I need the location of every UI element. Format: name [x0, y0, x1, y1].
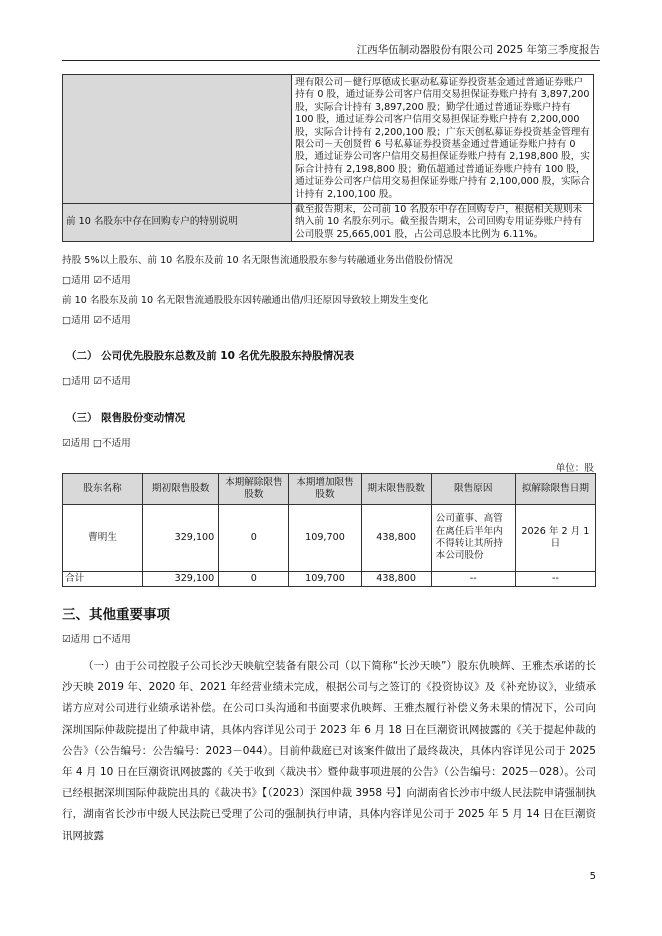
- applicability-checkbox: □适用 ☑不适用: [62, 315, 131, 326]
- restricted-shares-table: [62, 473, 596, 587]
- table-cell: 109,700: [289, 572, 361, 587]
- column-header: 限售原因: [431, 474, 515, 505]
- table-cell: 2026 年 2 月 1 日: [515, 505, 595, 572]
- column-header: 期末限售股数: [361, 474, 431, 505]
- table-cell: 曹明生: [63, 505, 143, 572]
- table-cell: 合计: [63, 572, 143, 587]
- section-heading: （三） 限售股份变动情况: [66, 412, 186, 424]
- applicability-checkbox: □适用 ☑不适用: [62, 275, 131, 286]
- table-cell: [63, 75, 292, 204]
- table-cell: 0: [219, 572, 289, 587]
- column-header: 本期解除限售股数: [219, 474, 289, 505]
- table-cell: 0: [219, 505, 289, 572]
- table-cell: 109,700: [289, 505, 361, 572]
- column-header: 本期增加限售股数: [289, 474, 361, 505]
- body-paragraph: （一）由于公司控股子公司长沙天映航空装备有限公司（以下简称“长沙天映”）股东仇映辉、王雅杰承诺的长沙天映 2019 年、2020 年、2021 年经营业绩未完成，根据公司与之签订的《投资协议》及《补充协议》，业绩承诺方应对公司进行业绩承诺补偿。在公司口头沟通和书面要求仇映辉、王雅杰履行补偿义务未果的情况下，公司向深圳国际仲裁院提出了仲裁申请，具体内容详见公司于 2023 年 6 月 18 日在巨潮资讯网披露的《关于提起仲裁的公告》（公告编号：公告编号：2023－044）。目前仲裁庭已对该案件做出了最终裁决，具体内容详见公司于 2025 年 4 月 10 日在巨潮资讯网披露的《关于收到〈裁决书〉暨仲裁事项进展的公告》（公告编号：2025－028）。公司已经根据深圳国际仲裁院出具的《裁决书》【（2023）深国仲裁 3958 号】向湖南省长沙市中级人民法院申请强制执行，湖南省长沙市中级人民法院已受理了公司的强制执行申请，具体内容详见公司于 2025 年 5 月 14 日在巨潮资讯网披露: [62, 660, 596, 842]
- table-cell: 公司董事、高管在离任后半年内不得转让其所持本公司股份: [431, 505, 515, 572]
- column-header: 期初限售股数: [143, 474, 219, 505]
- text-line: 前 10 名股东及前 10 名无限售流通股股东因转融通出借/归还原因导致较上期发生变化: [62, 295, 429, 306]
- column-header: 拟解除限售日期: [515, 474, 595, 505]
- text-line: 持股 5%以上股东、前 10 名股东及前 10 名无限售流通股股东参与转融通业务出借股份情况: [62, 255, 453, 266]
- table-cell: 截至报告期末，公司前 10 名股东中存在回购专户，根据相关规则未纳入前 10 名股东列示。截至报告期末，公司回购专用证券账户持有公司股票 25,665,001 股，占公司总股本比例为 6.11%。: [292, 204, 594, 242]
- applicability-checkbox: ☑适用 □不适用: [62, 438, 131, 449]
- table-cell: 理有限公司－健行厚德成长驱动私募证券投资基金通过普通证券账户持有 0 股，通过证券公司客户信用交易担保证券账户持有 3,897,200 股，实际合计持有 3,897,200 股；勤学仕通过普通证券账户持有 100 股，通过证券公司客户信用交易担保证券账户持有 2,200,000 股，实际合计持有 2,200,100 股；广东天创私募证券投资基金管理有限公司－天创贤哲 6 号私募证券投资基金通过普通证券账户持有 0 股，通过证券公司客户信用交易担保证券账户持有 2,198,800 股，实际合计持有 2,198,800 股；勤伍超通过普通证券账户持有 100 股，通过证券公司客户信用交易担保证券账户持有 2,100,000 股，实际合计持有 2,100,100 股。: [292, 75, 594, 204]
- table-cell: 前 10 名股东中存在回购专户的特别说明: [63, 204, 292, 242]
- unit-label: 单位：股: [555, 463, 594, 474]
- table-cell: 329,100: [143, 572, 219, 587]
- table-row: [63, 505, 596, 572]
- column-header: 股东名称: [63, 474, 143, 505]
- table-row: [63, 572, 596, 587]
- applicability-checkbox: ☑适用 □不适用: [62, 634, 131, 645]
- applicability-checkbox: □适用 ☑不适用: [62, 376, 131, 387]
- report-title: 江西华伍制动器股份有限公司 2025 年第三季度报告: [356, 44, 600, 56]
- section-heading: 三、其他重要事项: [62, 607, 170, 623]
- table-cell: 329,100: [143, 505, 219, 572]
- page-number: 5: [589, 871, 596, 882]
- table-cell: --: [431, 572, 515, 587]
- table-cell: 438,800: [361, 505, 431, 572]
- table-cell: --: [515, 572, 595, 587]
- page-header: [62, 43, 600, 61]
- table-cell: 438,800: [361, 572, 431, 587]
- shareholder-notes-table: [62, 74, 594, 242]
- section-heading: （二） 公司优先股股东总数及前 10 名优先股股东持股情况表: [66, 350, 355, 362]
